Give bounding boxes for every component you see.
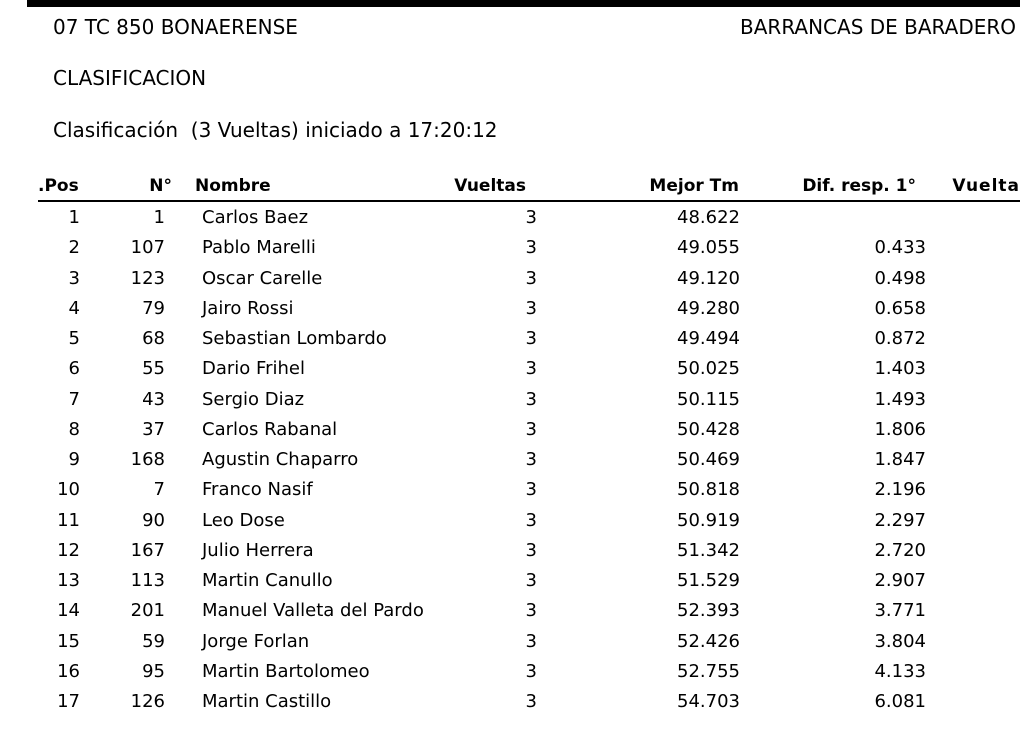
cell-laps: 3 (525, 509, 537, 531)
cell-laps: 3 (525, 479, 537, 501)
column-header-laps: Vueltas (454, 176, 526, 196)
cell-laps: 3 (525, 207, 537, 228)
table-row (0, 233, 1020, 263)
cell-best-time: 49.055 (677, 237, 740, 259)
cell-car-number: 90 (142, 509, 165, 531)
cell-car-number: 59 (142, 630, 165, 652)
cell-position: 7 (68, 388, 80, 410)
cell-car-number: 55 (142, 358, 165, 380)
session-info: Clasificación (3 Vueltas) iniciado a 17:20:12 (53, 118, 498, 142)
cell-gap: 1.806 (874, 418, 926, 440)
cell-car-number: 168 (130, 449, 165, 470)
cell-laps: 3 (525, 418, 537, 440)
cell-best-time: 49.494 (677, 328, 740, 349)
venue-name: BARRANCAS DE BARADERO (740, 15, 1016, 39)
cell-position: 5 (68, 328, 80, 349)
cell-laps: 3 (525, 570, 537, 591)
cell-best-time: 51.342 (677, 539, 740, 561)
cell-laps: 3 (525, 297, 537, 319)
cell-driver-name: Sergio Diaz (202, 388, 305, 410)
cell-gap: 0.872 (874, 328, 926, 349)
table-row (0, 264, 1020, 294)
cell-driver-name: Manuel Valleta del Pardo (202, 600, 424, 622)
cell-laps: 3 (525, 539, 537, 561)
cell-gap: 3.771 (874, 600, 926, 622)
column-header-gap: Dif. resp. 1° (802, 176, 916, 196)
cell-best-time: 50.025 (677, 358, 740, 380)
cell-position: 1 (68, 207, 80, 228)
cell-driver-name: Martin Castillo (202, 691, 332, 712)
cell-position: 3 (68, 267, 80, 289)
cell-position: 12 (57, 539, 80, 561)
cell-gap: 0.658 (874, 297, 926, 319)
cell-gap: 6.081 (874, 691, 926, 712)
cell-laps: 3 (525, 449, 537, 470)
cell-gap: 4.133 (874, 660, 926, 682)
column-header-number: N° (149, 176, 172, 196)
cell-laps: 3 (525, 237, 537, 259)
cell-best-time: 48.622 (677, 207, 740, 228)
cell-car-number: 79 (142, 297, 165, 319)
cell-laps: 3 (525, 630, 537, 652)
cell-position: 16 (57, 660, 80, 682)
cell-best-time: 54.703 (677, 691, 740, 712)
table-row (0, 627, 1020, 657)
table-row (0, 203, 1020, 233)
cell-car-number: 201 (130, 600, 165, 622)
event-title: 07 TC 850 BONAERENSE (53, 15, 298, 39)
top-rule (27, 0, 1020, 7)
table-row (0, 324, 1020, 354)
cell-gap: 3.804 (874, 630, 926, 652)
cell-laps: 3 (525, 691, 537, 712)
cell-best-time: 52.755 (677, 660, 740, 682)
cell-position: 2 (68, 237, 80, 259)
cell-gap: 1.493 (874, 388, 926, 410)
table-row (0, 354, 1020, 384)
header-rule (38, 200, 1020, 202)
column-header-best-time: Mejor Tm (649, 176, 739, 196)
cell-driver-name: Pablo Marelli (202, 237, 316, 259)
cell-best-time: 52.426 (677, 630, 740, 652)
cell-driver-name: Oscar Carelle (202, 267, 323, 289)
cell-car-number: 123 (130, 267, 165, 289)
cell-car-number: 167 (130, 539, 165, 561)
cell-driver-name: Martin Canullo (202, 570, 333, 591)
table-row (0, 566, 1020, 596)
cell-car-number: 43 (142, 388, 165, 410)
cell-position: 17 (57, 691, 80, 712)
table-row (0, 657, 1020, 687)
cell-car-number: 107 (130, 237, 165, 259)
cell-driver-name: Dario Frihel (202, 358, 305, 380)
table-row (0, 536, 1020, 566)
cell-gap: 2.297 (874, 509, 926, 531)
cell-gap: 2.720 (874, 539, 926, 561)
cell-best-time: 49.120 (677, 267, 740, 289)
cell-laps: 3 (525, 388, 537, 410)
table-row (0, 596, 1020, 626)
cell-best-time: 51.529 (677, 570, 740, 591)
cell-position: 9 (68, 449, 80, 470)
table-row (0, 385, 1020, 415)
cell-gap: 2.907 (874, 570, 926, 591)
cell-driver-name: Franco Nasif (202, 479, 313, 501)
cell-laps: 3 (525, 328, 537, 349)
cell-driver-name: Leo Dose (202, 509, 285, 531)
table-row (0, 294, 1020, 324)
cell-driver-name: Carlos Baez (202, 207, 309, 228)
cell-car-number: 7 (153, 479, 165, 501)
cell-car-number: 126 (130, 691, 165, 712)
cell-gap: 1.403 (874, 358, 926, 380)
results-table-body (0, 203, 1020, 717)
cell-laps: 3 (525, 660, 537, 682)
cell-position: 6 (68, 358, 80, 380)
cell-position: 4 (68, 297, 80, 319)
cell-laps: 3 (525, 600, 537, 622)
cell-driver-name: Agustin Chaparro (202, 449, 359, 470)
cell-gap: 2.196 (874, 479, 926, 501)
cell-position: 13 (57, 570, 80, 591)
column-header-lap: Vuelta (952, 176, 1020, 196)
cell-position: 8 (68, 418, 80, 440)
table-row (0, 475, 1020, 505)
cell-car-number: 113 (130, 570, 165, 591)
cell-gap: 1.847 (874, 449, 926, 470)
column-header-name: Nombre (195, 176, 271, 196)
cell-laps: 3 (525, 358, 537, 380)
cell-driver-name: Martin Bartolomeo (202, 660, 370, 682)
cell-best-time: 50.469 (677, 449, 740, 470)
column-header-pos: Pos. (38, 176, 79, 196)
cell-car-number: 1 (153, 207, 165, 228)
cell-best-time: 49.280 (677, 297, 740, 319)
section-title: CLASIFICACION (53, 66, 207, 90)
cell-best-time: 50.818 (677, 479, 740, 501)
table-row (0, 506, 1020, 536)
cell-laps: 3 (525, 267, 537, 289)
cell-best-time: 52.393 (677, 600, 740, 622)
cell-driver-name: Jorge Forlan (202, 630, 310, 652)
cell-driver-name: Sebastian Lombardo (202, 328, 387, 349)
table-header (0, 174, 1020, 198)
cell-gap: 0.433 (874, 237, 926, 259)
cell-driver-name: Carlos Rabanal (202, 418, 338, 440)
cell-best-time: 50.428 (677, 418, 740, 440)
cell-position: 14 (57, 600, 80, 622)
cell-best-time: 50.919 (677, 509, 740, 531)
cell-best-time: 50.115 (677, 388, 740, 410)
cell-position: 11 (57, 509, 80, 531)
cell-gap: 0.498 (874, 267, 926, 289)
cell-car-number: 37 (142, 418, 165, 440)
table-row (0, 445, 1020, 475)
cell-car-number: 95 (142, 660, 165, 682)
cell-driver-name: Julio Herrera (202, 539, 314, 561)
table-row (0, 687, 1020, 717)
cell-position: 15 (57, 630, 80, 652)
cell-position: 10 (57, 479, 80, 501)
table-row (0, 415, 1020, 445)
cell-car-number: 68 (142, 328, 165, 349)
cell-driver-name: Jairo Rossi (202, 297, 294, 319)
